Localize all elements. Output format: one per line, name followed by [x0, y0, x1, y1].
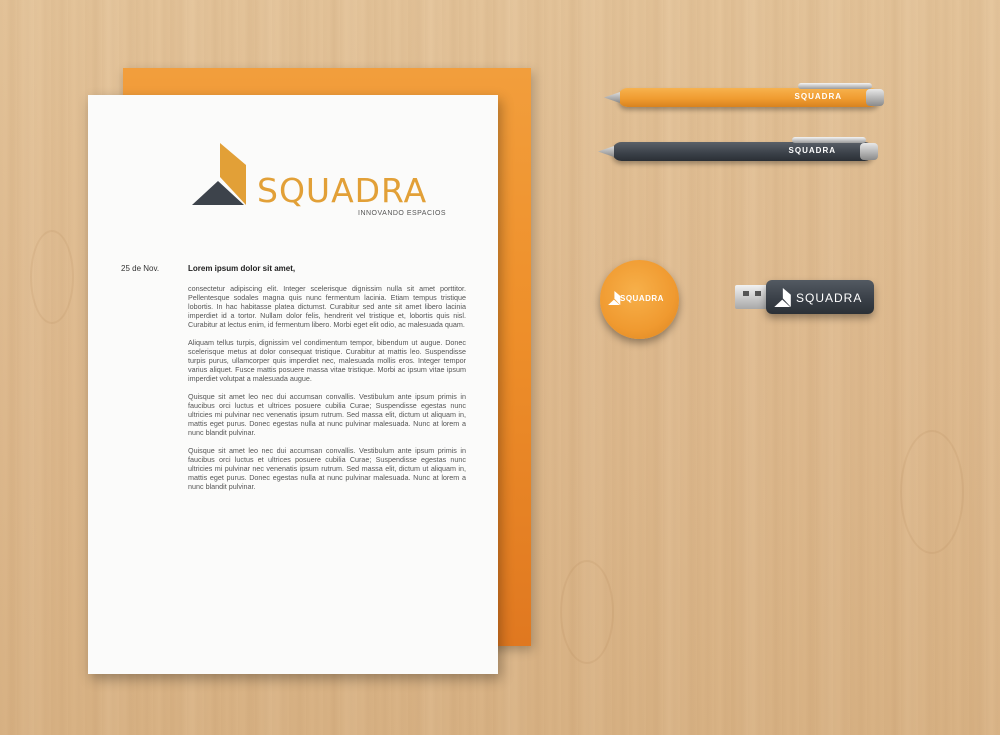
letter-body — [188, 284, 466, 500]
dark-pen — [612, 142, 874, 161]
pen-label: SQUADRA — [788, 146, 836, 155]
letter-date: 25 de Nov. — [121, 264, 160, 273]
pen-cap — [860, 143, 878, 160]
usb-drive — [766, 280, 874, 314]
orange-pen — [618, 88, 880, 107]
badge-label: SQUADRA — [620, 294, 664, 303]
usb-connector — [735, 285, 769, 309]
letter-paragraph: Quisque sit amet leo nec dui accumsan convallis. Vestibulum ante ipsum primis in faucibus orci luctus et ultrices posuere cubilia Curae; Suspendisse egestas nunc ultricies mi pulvinar nec venenatis ipsum rutrum. Sed massa elit, dictum ut aliquam in, mattis eget purus. Donec egestas nulla at nunc pulvinar malesuada. Nunc at lorem a nunc blandit pulvinar. — [188, 445, 466, 492]
letterhead-sheet — [88, 95, 498, 674]
pen-label: SQUADRA — [794, 92, 842, 101]
pen-clip — [792, 137, 866, 143]
pen-clip — [798, 83, 872, 89]
usb-pin — [755, 291, 761, 296]
brand-logo — [192, 143, 452, 215]
logo-wordmark: SQUADRA — [257, 171, 428, 210]
logo-mark-icon — [774, 288, 796, 307]
usb-pin — [743, 291, 749, 296]
pen-tip — [604, 92, 620, 103]
letter-paragraph: Quisque sit amet leo nec dui accumsan convallis. Vestibulum ante ipsum primis in faucibus orci luctus et ultrices posuere cubilia Curae; Suspendisse egestas nunc ultricies mi pulvinar nec venenatis ipsum rutrum. Sed massa elit, dictum ut aliquam in, mattis eget purus. Donec egestas nulla at nunc pulvinar malesuada. Nunc at lorem a nunc blandit pulvinar. — [188, 391, 466, 438]
orange-badge — [600, 260, 679, 339]
letter-paragraph: consectetur adipiscing elit. Integer scelerisque dignissim nulla sit amet porttitor. Pellentesque sodales magna quis nunc fermentum lacinia. Etiam tempus tristique lobortis. In hac habitasse platea dictumst. Curabitur sed ante sit amet libero lacinia imperdiet id a tortor. Nullam dolor felis, hendrerit vel tristique et, lobortis quis nisl. Curabitur at lectus enim, id fermentum libero. Morbi eget elit odio, ac malesuada quam. — [188, 284, 466, 330]
usb-label: SQUADRA — [796, 291, 863, 305]
pen-cap — [866, 89, 884, 106]
logo-mark-icon — [192, 143, 262, 205]
wood-knot — [560, 560, 614, 664]
pen-tip — [598, 146, 614, 157]
logo-tagline: INNOVANDO ESPACIOS — [358, 210, 447, 217]
wood-knot — [30, 230, 74, 324]
wood-knot — [900, 430, 964, 554]
letter-salutation: Lorem ipsum dolor sit amet, — [188, 264, 296, 273]
letter-paragraph: Aliquam tellus turpis, dignissim vel condimentum tempor, bibendum ut augue. Donec scelerisque metus at dolor consequat tristique. Curabitur at mattis leo. Suspendisse turpis purus, ullamcorper quis imperdiet nec, malesuada mollis eros. Integer tempor varius aliquet. Fusce mattis posuere massa vitae tristique. Morbi ac ipsum vitae ipsum imperdiet volutpat a malesuada augue. — [188, 337, 466, 384]
